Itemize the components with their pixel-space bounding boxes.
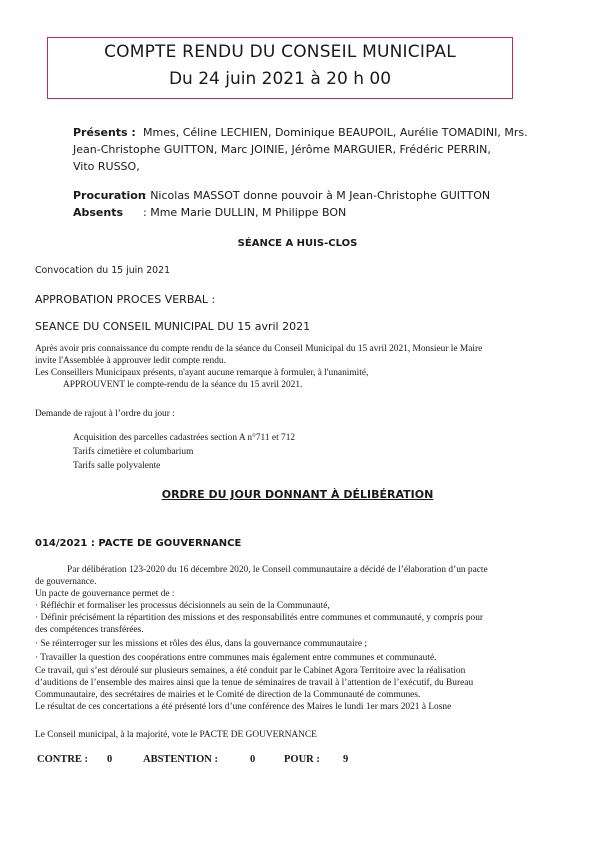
- approbation-line-4: APPROUVENT le compte-rendu de la séance du 15 avril 2021.: [63, 380, 303, 390]
- approbation-line-1: Après avoir pris connaissance du compte rendu de la séance du Conseil Municipal du 15 avril 2021, Monsieur le Maire: [35, 344, 483, 354]
- deliberation-line: · Se réinterroger sur les missions et rôles des élus, dans la gouvernance communautaire ;: [35, 639, 367, 649]
- approbation-heading: APPROBATION PROCES VERBAL :: [35, 293, 216, 306]
- procuration-text: : Nicolas MASSOT donne pouvoir à M Jean-Christophe GUITTON: [143, 189, 491, 202]
- title-box: [47, 37, 513, 99]
- vote-pour-label: POUR :: [284, 754, 320, 765]
- deliberation-line: · Définir précisément la répartition des missions et des responsabilités entre communes et communauté, y compris pour: [35, 613, 484, 623]
- page-title: COMPTE RENDU DU CONSEIL MUNICIPAL: [104, 42, 456, 62]
- present-label: Présents :: [73, 126, 136, 139]
- approbation-line-3: Les Conseillers Municipaux présents, n'ayant aucune remarque à formuler, à l'unanimité,: [35, 368, 369, 378]
- rajout-heading: Demande de rajout à l’ordre du jour :: [35, 409, 175, 419]
- deliberation-line: · Travailler la question des coopérations entre communes mais également entre communes et communauté.: [35, 653, 437, 663]
- vote-contre-value: 0: [107, 754, 113, 765]
- deliberation-line: Par délibération 123-2020 du 16 décembre 2020, le Conseil communautaire a décidé de l’élaboration d’un pacte: [67, 565, 488, 575]
- deliberation-line: des compétences transférées.: [35, 625, 144, 635]
- deliberation-line: de gouvernance.: [35, 577, 97, 587]
- vote-pour-value: 9: [343, 754, 349, 765]
- procuration-label: Procuration: [73, 189, 146, 202]
- present-line-3: Vito RUSSO,: [73, 160, 140, 173]
- deliberation-line: d’auditions de l’ensemble des maires ainsi que la tenue de séminaires de travail à l’attention de l’exécutif, du Bureau: [35, 678, 474, 688]
- rajout-item: Acquisition des parcelles cadastrées section A n°711 et 712: [73, 433, 296, 443]
- approbation-subheading: SEANCE DU CONSEIL MUNICIPAL DU 15 avril 2021: [35, 320, 311, 333]
- vote-contre-label: CONTRE :: [37, 754, 89, 765]
- absent-label: Absents: [73, 206, 124, 219]
- deliberation-line: Le résultat de ces concertations a été présenté lors d’une conférence des Maires le lundi 1er mars 2021 à Losne: [35, 702, 452, 712]
- vote-text: Le Conseil municipal, à la majorité, vote le PACTE DE GOUVERNANCE: [35, 730, 317, 740]
- page-subtitle-date: Du 24 juin 2021 à 20 h 00: [168, 69, 392, 89]
- ordre-du-jour-title: ORDRE DU JOUR DONNANT À DÉLIBÉRATION: [161, 488, 434, 501]
- vote-abstention-value: 0: [250, 754, 256, 765]
- absent-text: : Mme Marie DULLIN, M Philippe BON: [143, 206, 347, 219]
- approbation-line-2: invite l'Assemblée à approuver ledit compte rendu.: [35, 356, 226, 366]
- seance-title: SÉANCE A HUIS-CLOS: [237, 238, 358, 249]
- deliberation-line: · Réfléchir et formaliser les processus décisionnels au sein de la Communauté,: [35, 601, 330, 611]
- rajout-item: Tarifs cimetière et columbarium: [73, 447, 194, 457]
- present-line-1: Mmes, Céline LECHIEN, Dominique BEAUPOIL, Aurélie TOMADINI, Mrs.: [143, 126, 528, 139]
- present-line-2: Jean-Christophe GUITTON, Marc JOINIE, Jérôme MARGUIER, Frédéric PERRIN,: [73, 143, 491, 156]
- convocation-text: Convocation du 15 juin 2021: [35, 265, 171, 276]
- deliberation-line: Ce travail, qui s’est déroulé sur plusieurs semaines, a été conduit par le Cabinet Agora Territoire avec la réalisation: [35, 666, 466, 676]
- deliberation-line: Communautaire, des secrétaires de mairies et le Comité de direction de la Communauté de communes.: [35, 690, 421, 700]
- deliberation-line: Un pacte de gouvernance permet de :: [35, 589, 175, 599]
- vote-abstention-label: ABSTENTION :: [143, 754, 218, 765]
- deliberation-heading: 014/2021 : PACTE DE GOUVERNANCE: [35, 538, 242, 549]
- rajout-item: Tarifs salle polyvalente: [73, 461, 161, 471]
